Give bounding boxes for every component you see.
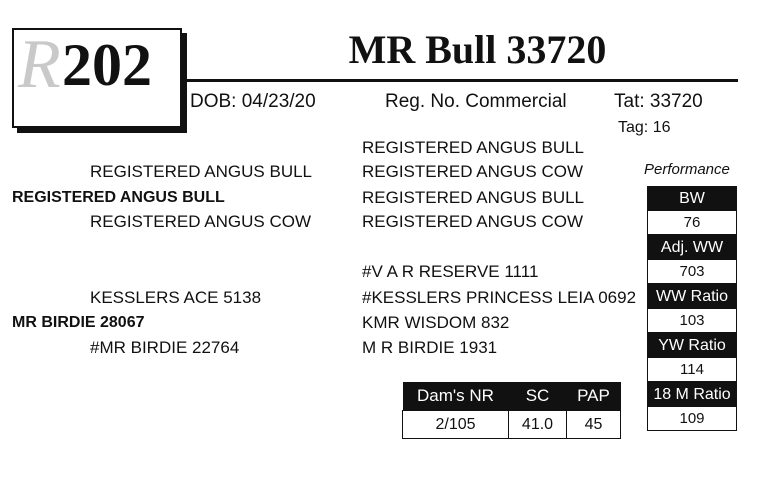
perf-value-bw: 76 — [647, 211, 737, 235]
perf-value-18m-ratio: 109 — [647, 407, 737, 431]
perf-value-yw-ratio: 114 — [647, 358, 737, 382]
title-divider — [180, 79, 738, 82]
sire: REGISTERED ANGUS BULL — [12, 189, 225, 206]
stats-value-sc: 41.0 — [509, 411, 567, 439]
dam-dam: #MR BIRDIE 22764 — [90, 338, 240, 357]
sire-dam: REGISTERED ANGUS COW — [90, 212, 312, 231]
dob: DOB: 04/23/20 — [190, 91, 316, 112]
perf-label-bw: BW — [647, 186, 737, 211]
animal-title: MR Bull 33720 — [348, 27, 607, 72]
stats-value-row — [403, 411, 621, 439]
stats-value-pap: 45 — [567, 411, 621, 439]
perf-value-adj-ww: 703 — [647, 260, 737, 284]
sire-dam-dam: REGISTERED ANGUS COW — [362, 212, 584, 231]
stats-header-dams-nr: Dam's NR — [403, 382, 509, 411]
tag: Tag: 16 — [618, 119, 671, 136]
performance-title: Performance — [644, 161, 730, 178]
dam-sire-dam: #KESSLERS PRINCESS LEIA 0692 — [362, 288, 637, 307]
tattoo: Tat: 33720 — [614, 91, 703, 112]
performance-table — [647, 186, 737, 431]
stats-value-dams-nr: 2/105 — [403, 411, 509, 439]
stats-header-sc: SC — [509, 382, 567, 411]
sire-sire-dam: REGISTERED ANGUS COW — [362, 162, 584, 181]
stats-header-pap: PAP — [567, 382, 621, 411]
perf-value-ww-ratio: 103 — [647, 309, 737, 333]
registration-number: Reg. No. Commercial — [385, 91, 567, 112]
sire-sire-sire: REGISTERED ANGUS BULL — [362, 138, 585, 157]
dam-dam-sire: KMR WISDOM 832 — [362, 313, 510, 332]
logo-r-icon: R — [18, 26, 61, 103]
perf-label-yw-ratio: YW Ratio — [647, 333, 737, 358]
sire-dam-sire: REGISTERED ANGUS BULL — [362, 188, 585, 207]
dam-dam-dam: M R BIRDIE 1931 — [362, 338, 498, 357]
stats-table — [402, 382, 621, 439]
sire-sire: REGISTERED ANGUS BULL — [90, 162, 313, 181]
perf-label-adj-ww: Adj. WW — [647, 235, 737, 260]
dam-sire: KESSLERS ACE 5138 — [90, 288, 262, 307]
perf-label-ww-ratio: WW Ratio — [647, 284, 737, 309]
dam-sire-sire: #V A R RESERVE 1111 — [362, 262, 539, 281]
perf-label-18m-ratio: 18 M Ratio — [647, 382, 737, 407]
stats-header-row — [403, 382, 621, 411]
dam: MR BIRDIE 28067 — [12, 314, 145, 331]
lot-number: 202 — [62, 32, 152, 98]
